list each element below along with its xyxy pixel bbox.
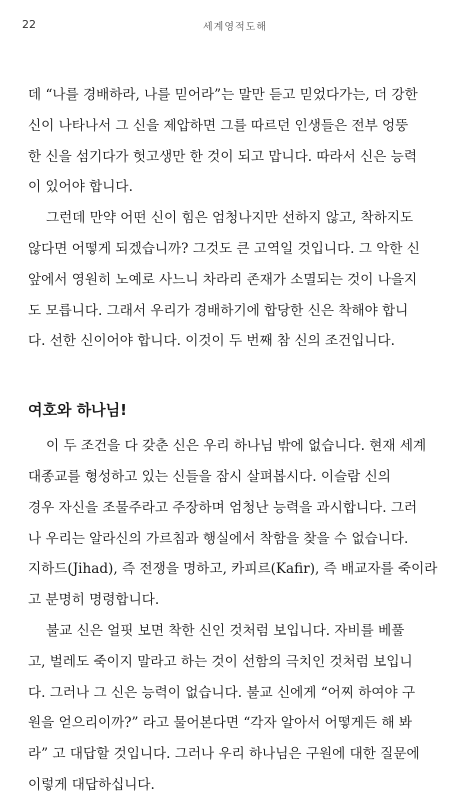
text-line: 다. 그러나 그 신은 능력이 없습니다. 불교 신에게 “어찌 하여야 구 (28, 684, 416, 701)
page-number: 22 (22, 18, 36, 31)
text-line: 이렇게 대답하십니다. (28, 776, 155, 793)
text-line: 경우 자신을 조물주라고 주장하며 엄청난 능력을 과시합니다. 그러 (28, 499, 418, 516)
text-line: 데 “나를 경배하라, 나를 믿어라”는 말만 듣고 믿었다가는, 더 강한 (28, 87, 418, 103)
paragraph-2 (28, 203, 448, 357)
text-line: 한 신을 섬기다가 헛고생만 한 것이 되고 맙니다. 따라서 신은 능력 (28, 148, 417, 165)
text-line: 도 모릅니다. 그래서 우리가 경배하기에 합당한 신은 착해야 합니 (28, 302, 409, 319)
section-heading: 여호와 하나님! (28, 401, 128, 420)
running-header: 세계영적도해 (203, 22, 267, 33)
text-line: 신이 나타나서 그 신을 제압하면 그를 따르던 인생들은 전부 엉뚱 (28, 117, 409, 134)
text-line: 라” 고 대답할 것입니다. 그러나 우리 하나님은 구원에 대한 질문에 (28, 746, 420, 763)
text-line: 않다면 어떻게 되겠습니까? 그것도 큰 고역일 것입니다. 그 악한 신 (28, 240, 420, 257)
text-line: 불교 신은 얼핏 보면 착한 신인 것처럼 보입니다. 자비를 베풀 (46, 622, 405, 639)
text-line: 원을 얻으리이까?” 라고 물어본다면 “각자 알아서 어떻게든 해 봐 (28, 715, 413, 732)
text-line: 앞에서 영원히 노예로 사느니 차라리 존재가 소멸되는 것이 나을지 (28, 271, 418, 288)
text-line: 이 있어야 합니다. (28, 179, 133, 196)
paragraph-4 (28, 616, 448, 801)
page-body (28, 80, 448, 801)
text-line: 지하드(Jihad), 즉 전쟁을 명하고, 카피르(Kafir), 즉 배교자를 죽이라 (28, 561, 438, 578)
text-line: 고 분명히 명령합니다. (28, 592, 160, 609)
paragraph-1 (28, 80, 448, 203)
text-line: 나 우리는 알라신의 가르침과 행실에서 착함을 찾을 수 없습니다. (28, 530, 409, 547)
paragraph-3 (28, 431, 448, 616)
text-line: 이 두 조건을 다 갖춘 신은 우리 하나님 밖에 없습니다. 현재 세계 (46, 438, 427, 455)
text-line: 대종교를 형성하고 있는 신들을 잠시 살펴봅시다. 이슬람 신의 (28, 468, 391, 485)
text-line: 고, 벌레도 죽이지 말라고 하는 것이 선함의 극치인 것처럼 보입니 (28, 653, 413, 670)
text-line: 다. 선한 신이어야 합니다. 이것이 두 번째 참 신의 조건입니다. (28, 333, 396, 350)
text-line: 그런데 만약 어떤 신이 힘은 엄청나지만 선하지 않고, 착하지도 (46, 210, 414, 227)
